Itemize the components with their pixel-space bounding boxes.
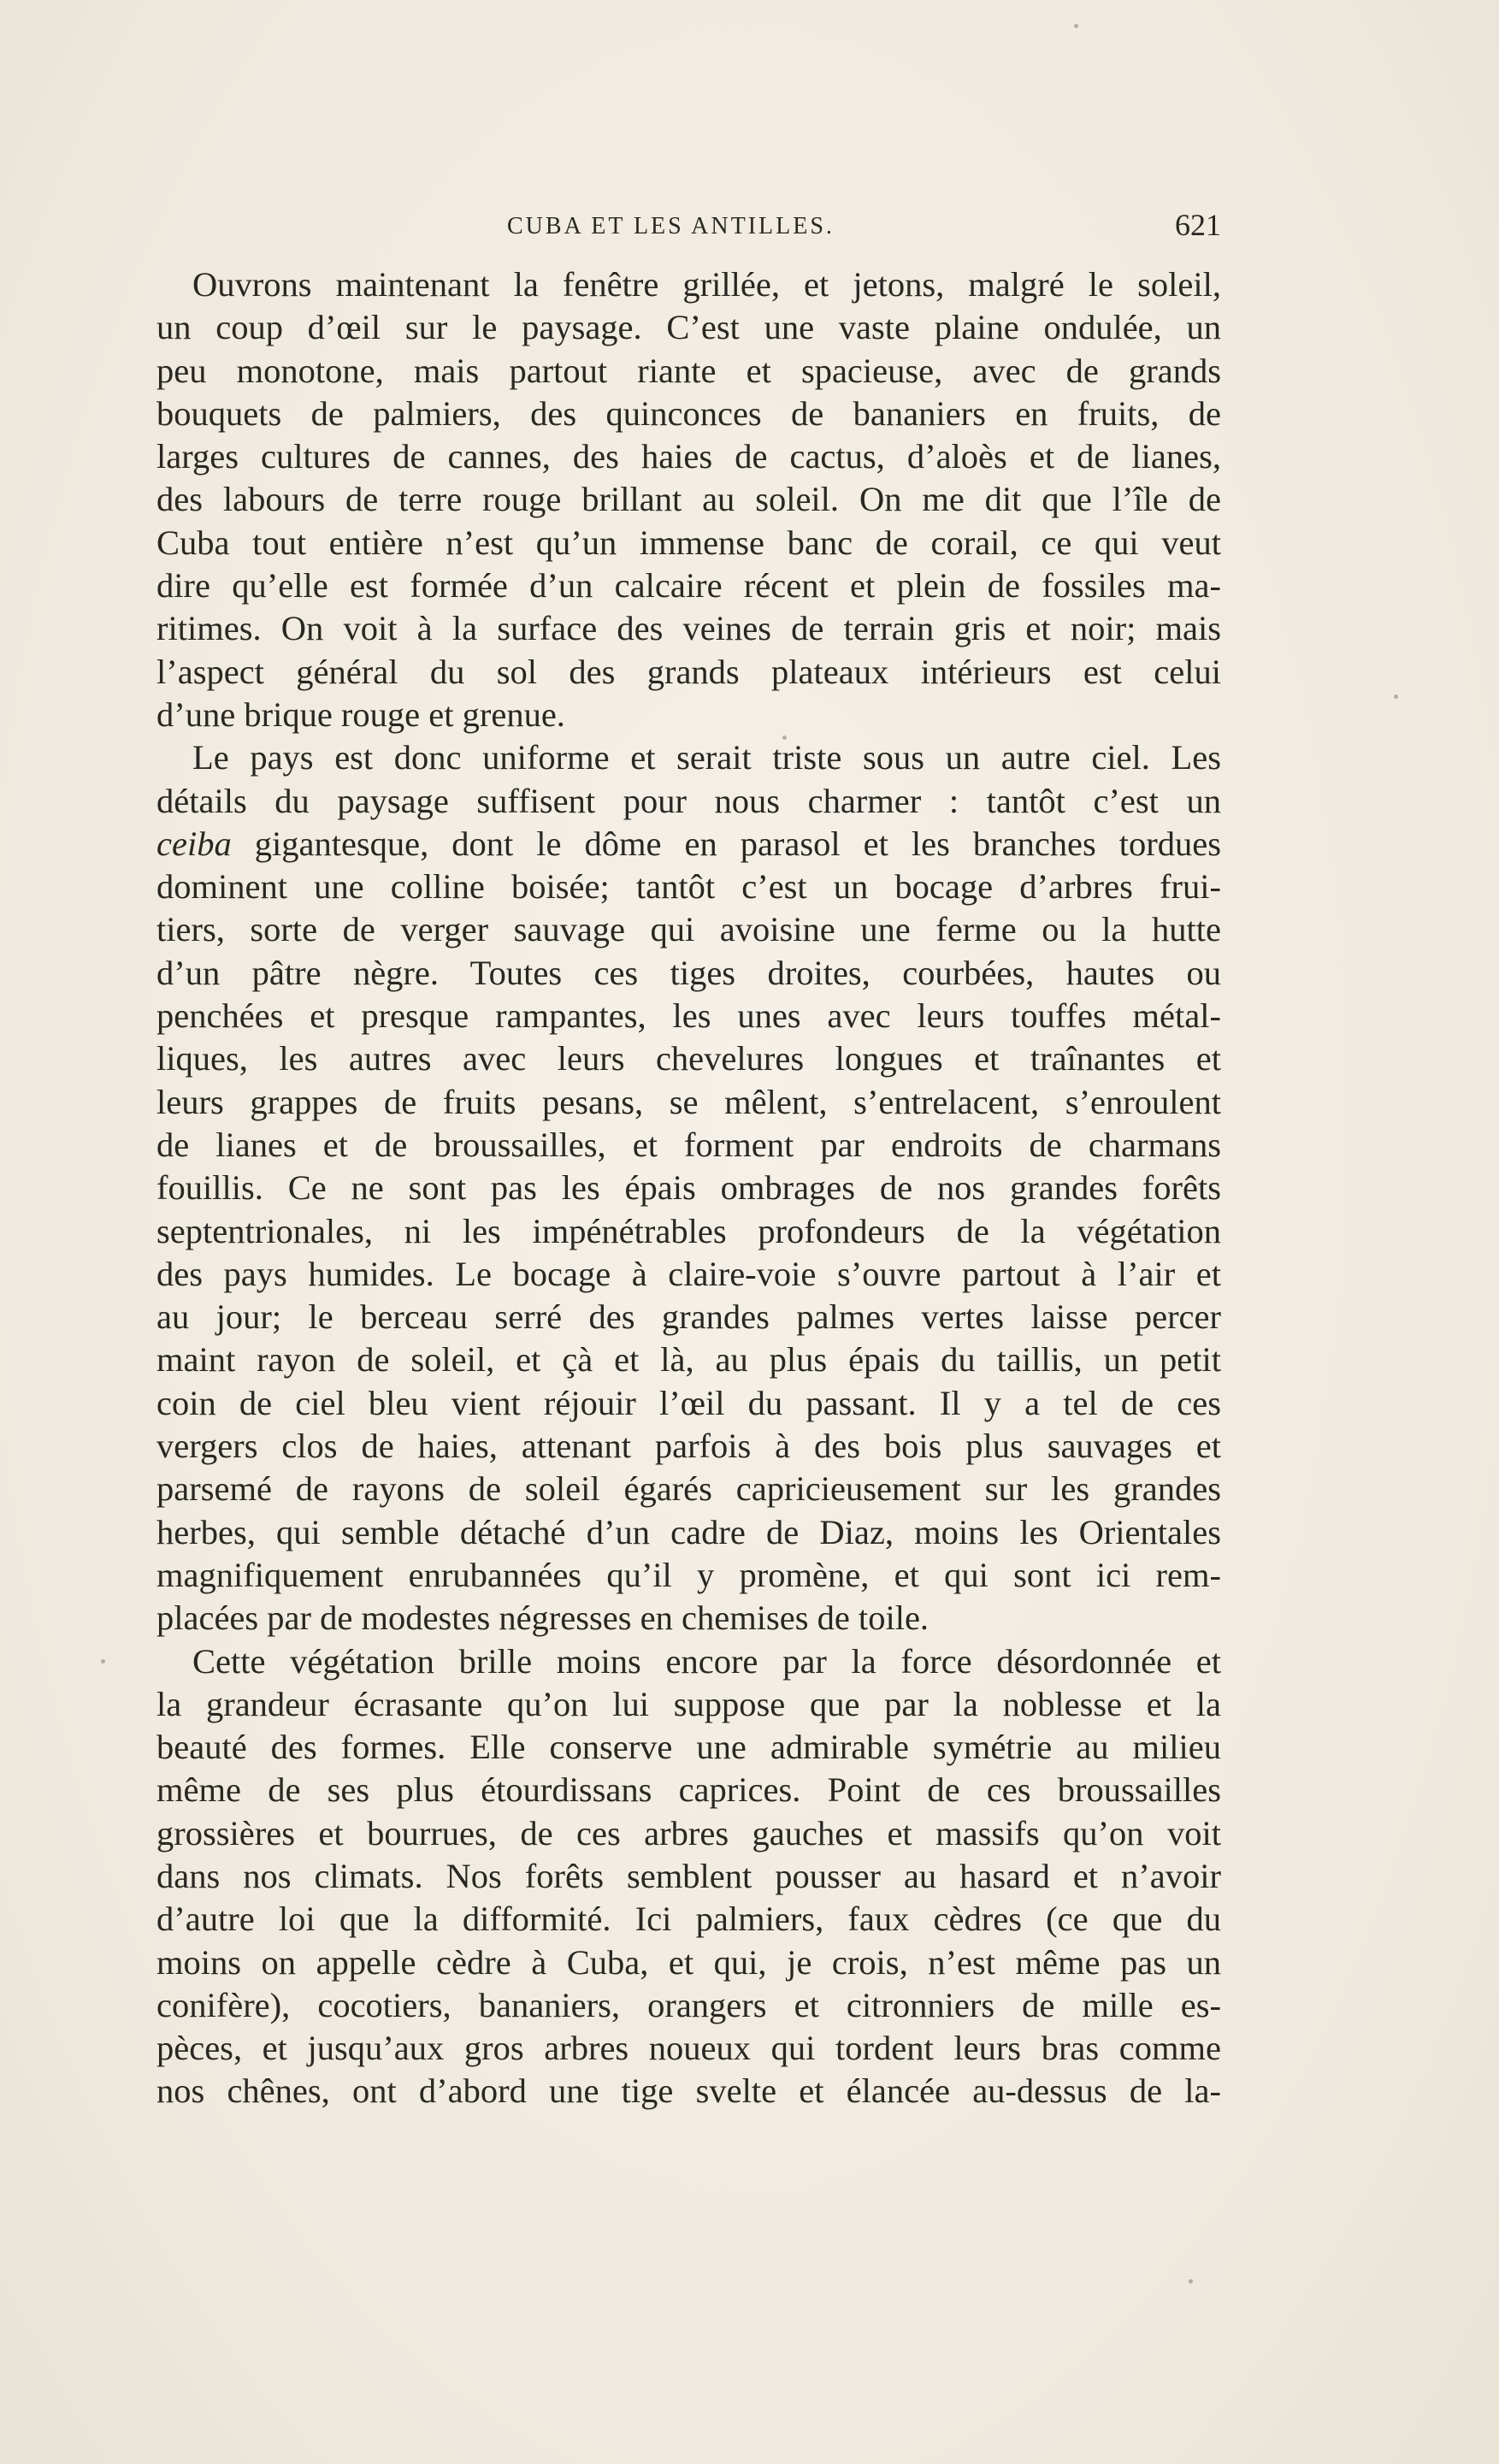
text-line: nos chênes, ont d’abord une tige svelte et élancée au-dessus de la-	[156, 2071, 1221, 2111]
text-line: grossières et bourrues, de ces arbres gauches et massifs qu’on voit	[156, 1813, 1221, 1852]
text-line: l’aspect général du sol des grands plateaux intérieurs est celui	[156, 652, 1221, 691]
paragraph-1	[156, 263, 1221, 736]
text-line: bouquets de palmiers, des quinconces de bananiers en fruits, de	[156, 393, 1221, 433]
text-line: leurs grappes de fruits pesans, se mêlent, s’entrelacent, s’enroulent	[156, 1082, 1221, 1121]
paper-speck	[1394, 694, 1398, 699]
text-line: pèces, et jusqu’aux gros arbres noueux qui tordent leurs bras comme	[156, 2029, 1221, 2068]
text-line: dire qu’elle est formée d’un calcaire récent et plein de fossiles ma-	[156, 566, 1221, 606]
text-line: tiers, sorte de verger sauvage qui avoisine une ferme ou la hutte	[156, 910, 1221, 949]
text-line: magnifiquement enrubannées qu’il y promène, et qui sont ici rem-	[156, 1555, 1221, 1594]
text-line: des pays humides. Le bocage à claire-voie s’ouvre partout à l’air et	[156, 1254, 1221, 1293]
text-line: ritimes. On voit à la surface des veines de terrain gris et noir; mais	[156, 609, 1221, 648]
text-line: d’une brique rouge et grenue.	[156, 694, 565, 734]
text-line: Cette végétation brille moins encore par la force désordonnée et	[192, 1641, 1221, 1681]
text-line: au jour; le berceau serré des grandes palmes vertes laisse percer	[156, 1297, 1221, 1337]
text-line: septentrionales, ni les impénétrables profondeurs de la végétation	[156, 1211, 1221, 1250]
text-line-with-italic	[156, 823, 1221, 866]
body-text	[156, 263, 1221, 2113]
italic-word-ceiba: ceiba	[156, 824, 232, 863]
text-line: d’autre loi que la difformité. Ici palmiers, faux cèdres (ce que du	[156, 1900, 1221, 1939]
text-line: peu monotone, mais partout riante et spacieuse, avec de grands	[156, 351, 1221, 390]
text-line: parsemé de rayons de soleil égarés capricieusement sur les grandes	[156, 1469, 1221, 1509]
running-header	[156, 210, 1221, 244]
paragraph-2	[156, 736, 1221, 1640]
text-line: placées par de modestes négresses en chemises de toile.	[156, 1598, 929, 1638]
text-line: la grandeur écrasante qu’on lui suppose que par la noblesse et la	[156, 1684, 1221, 1723]
text-line: même de ses plus étourdissans caprices. Point de ces broussailles	[156, 1770, 1221, 1810]
text-line: dominent une colline boisée; tantôt c’est un bocage d’arbres frui-	[156, 867, 1221, 907]
text-line: d’un pâtre nègre. Toutes ces tiges droites, courbées, hautes ou	[156, 953, 1221, 992]
paper-speck	[1074, 24, 1078, 28]
page-number: 621	[1175, 208, 1221, 242]
text-line: beauté des formes. Elle conserve une admirable symétrie au milieu	[156, 1728, 1221, 1767]
paper-speck	[101, 1659, 105, 1663]
text-line: Cuba tout entière n’est qu’un immense banc de corail, ce qui veut	[156, 523, 1221, 562]
text-line: liques, les autres avec leurs chevelures longues et traînantes et	[156, 1039, 1221, 1078]
text-line-rest: gigantesque, dont le dôme en parasol et les branches tordues	[254, 824, 1221, 863]
paragraph-3	[156, 1640, 1221, 2113]
text-line: coin de ciel bleu vient réjouir l’œil du passant. Il y a tel de ces	[156, 1383, 1221, 1422]
text-line: conifère), cocotiers, bananiers, orangers et citronniers de mille es-	[156, 1985, 1221, 2024]
text-line: maint rayon de soleil, et çà et là, au plus épais du taillis, un petit	[156, 1340, 1221, 1380]
text-line: de lianes et de broussailles, et forment par endroits de charmans	[156, 1125, 1221, 1164]
text-line: penchées et presque rampantes, les unes avec leurs touffes métal-	[156, 996, 1221, 1036]
text-line: Ouvrons maintenant la fenêtre grillée, et jetons, malgré le soleil,	[192, 265, 1221, 304]
text-line: des labours de terre rouge brillant au soleil. On me dit que l’île de	[156, 480, 1221, 519]
text-line: herbes, qui semble détaché d’un cadre de Diaz, moins les Orientales	[156, 1512, 1221, 1551]
text-line: fouillis. Ce ne sont pas les épais ombrages de nos grandes forêts	[156, 1168, 1221, 1208]
text-line: dans nos climats. Nos forêts semblent pousser au hasard et n’avoir	[156, 1856, 1221, 1895]
text-line: larges cultures de cannes, des haies de cactus, d’aloès et de lianes,	[156, 437, 1221, 476]
running-title: CUBA ET LES ANTILLES.	[507, 213, 835, 239]
text-line: détails du paysage suffisent pour nous charmer : tantôt c’est un	[156, 781, 1221, 820]
text-line: un coup d’œil sur le paysage. C’est une vaste plaine ondulée, un	[156, 308, 1221, 347]
text-line: Le pays est donc uniforme et serait triste sous un autre ciel. Les	[192, 738, 1221, 777]
text-line: moins on appelle cèdre à Cuba, et qui, je crois, n’est même pas un	[156, 1942, 1221, 1982]
paper-speck	[1189, 2279, 1193, 2284]
text-line: vergers clos de haies, attenant parfois à des bois plus sauvages et	[156, 1427, 1221, 1466]
